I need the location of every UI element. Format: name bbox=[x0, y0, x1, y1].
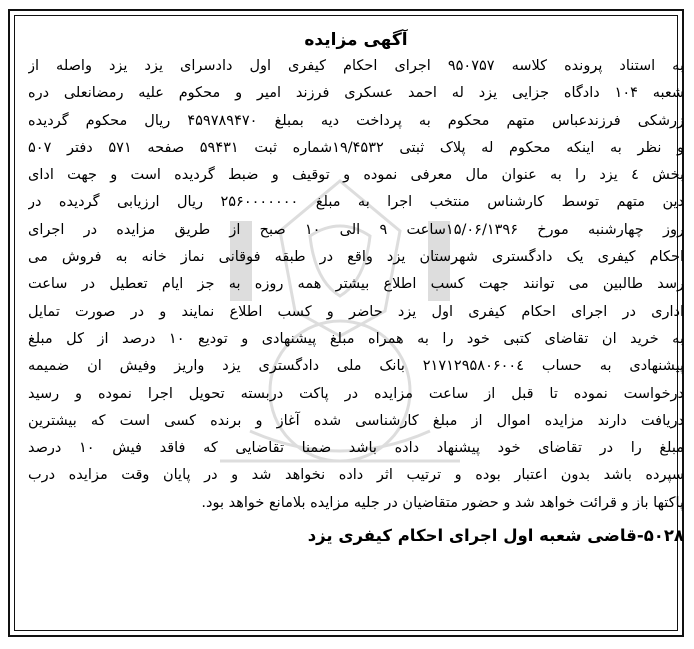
notice-line: پیشنهادی به حساب ۲۱۷۱۲۹۵۸۰۶۰۰٤ بانک ملی دادگستری یزد واریز وفیش ان ضمیمه bbox=[28, 358, 684, 375]
notice-content bbox=[28, 27, 684, 551]
notice-line: زرشکی فرزندعباس متهم محکوم به پرداخت دیه بمبلغ ۴۵۹۷۸۹۴۷۰ ریال محکوم گردیده bbox=[28, 112, 684, 129]
notice-line: شعبه ۱۰۴ دادگاه جزایی یزد له احمد عسکری فرزند امیر و محکوم علیه رمضانعلی دره bbox=[28, 85, 684, 102]
notice-line: به خرید ان تقاضای کتبی خود را به همراه مبلغ پیشنهادی و تودیع ۱۰ درصد از کل مبلغ bbox=[28, 330, 684, 347]
notice-line: اداری در اجرای احکام کیفری اول یزد حاضر و کسب اطلاع نمایند و در صورت تمایل bbox=[28, 303, 684, 320]
notice-title: آگهی مزایده bbox=[304, 30, 408, 50]
notice-line: سپرده باشد بدون اعتبار بوده و ترتیب اثر داده نخواهد شد و در پایان وقت مزایده درب bbox=[28, 467, 684, 484]
notice-line: مبلغ را در تقاضای خود پیشنهاد داده باشد ضمنا تقاضایی که فاقد فیش ۱۰ درصد bbox=[28, 440, 684, 457]
notice-line: بخش ٤ یزد را به عنوان مال معرفی نموده و توقیف و ضبط گردیده است و جهت ادای bbox=[28, 167, 684, 184]
notice-border bbox=[8, 9, 684, 637]
notice-line: احکام کیفری یک دادگستری شهرستان یزد واقع در طبقه فوقانی نماز خانه به فروش می bbox=[28, 249, 684, 266]
notice-signature: ۵۰۲۸-قاضی شعبه اول اجرای احکام کیفری یزد bbox=[307, 526, 684, 546]
notice-line: دین متهم توسط کارشناس منتخب اجرا به مبلغ ۲۵۶۰۰۰۰۰۰۰ ریال ارزیابی گردیده در bbox=[28, 194, 684, 211]
notice-line: دریافت دارند مزایده اموال از مبلغ کارشناسی شده آغاز و برنده کسی است که بیشترین bbox=[28, 412, 684, 429]
notice-line: پاکتها باز و قرائت خواهد شد و حضور متقاضیان در جلیه مزایده بلامانع خواهد بود. bbox=[201, 494, 684, 511]
notice-line: رسد طالبین می توانند جهت کسب اطلاع بیشتر همه روزه به جز ایام تعطیل در ساعت bbox=[28, 276, 684, 293]
notice-line: درخواست نموده تا قبل از ساعت مزایده در پاکت دربسته تحویل اجرا نموده و رسید bbox=[28, 385, 684, 402]
notice-line: و نظر به اینکه محکوم له پلاک ثبتی ۱۹/۴۵۳۲شماره ثبت ۵۹۴۳۱ صفحه ۵۷۱ دفتر ۵۰۷ bbox=[28, 139, 684, 156]
notice-line: روز چهارشنبه مورخ ۱۵/۰۶/۱۳۹۶ساعت ۹ الی ۱۰ صبح از طریق مزایده در اجرای bbox=[28, 221, 684, 238]
notice-line: به استناد پرونده کلاسه ۹۵۰۷۵۷ اجرای احکام کیفری اول دادسرای یزد یزد واصله از bbox=[28, 58, 684, 74]
